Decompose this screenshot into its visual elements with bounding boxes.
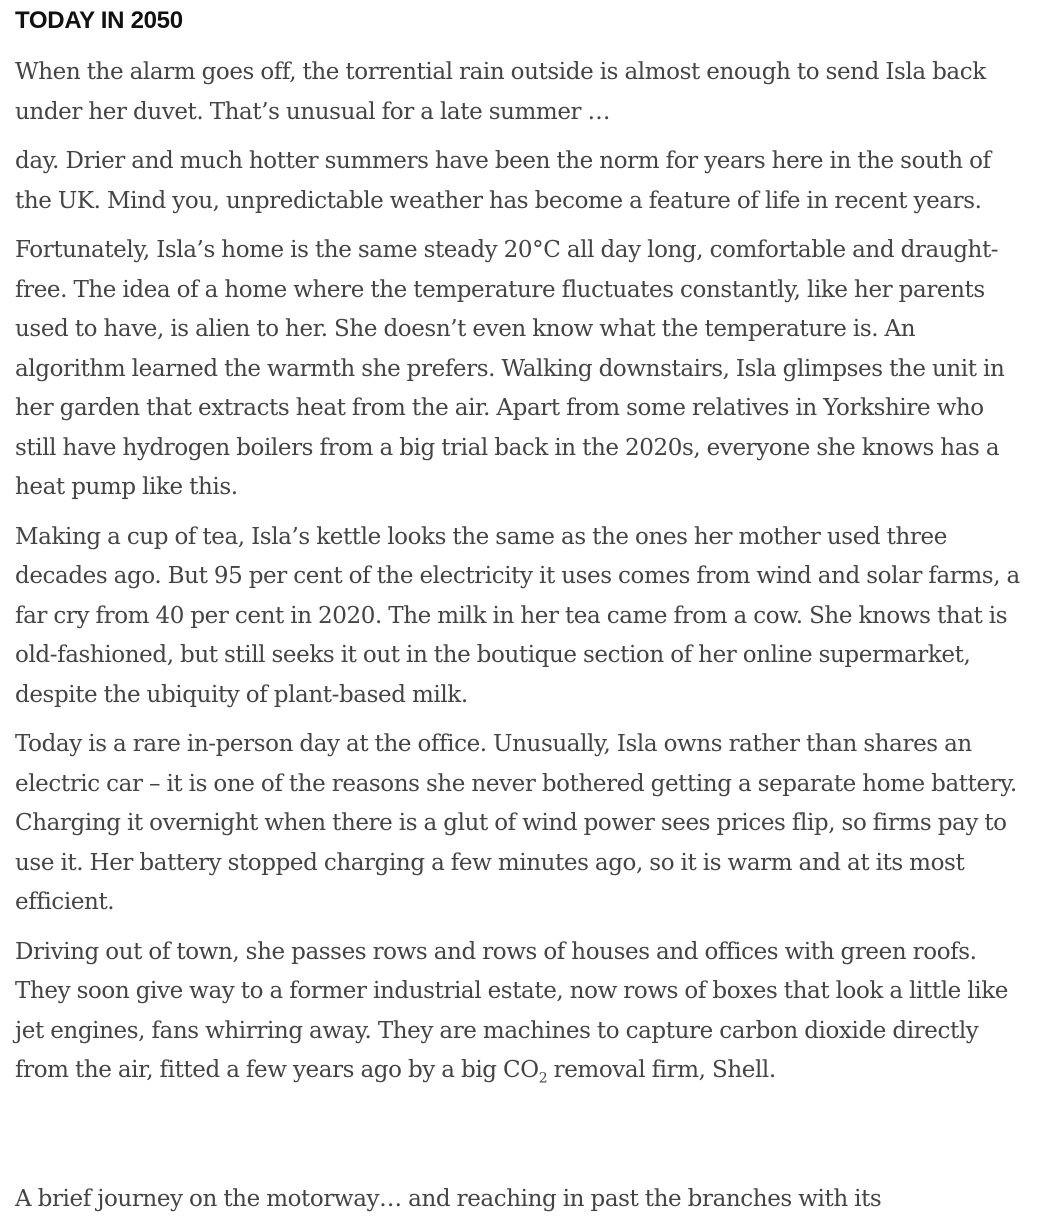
paragraph-home-temperature: Fortunately, Isla’s home is the same steady 20°C all day long, comfortable and draught-free. The idea of a home where the temperature fluctuates constantly, like her parents used to have, is alien to her. She doesn’t even know what the temperature is. An algorithm learned the warmth she prefers. Walking downstairs, Isla glimpses the unit in her garden that extracts heat from the air. Apart from some relatives in Yorkshire who still have hydrogen boilers from a big trial back in the 2020s, everyone she knows has a heat pump like this. [15, 237, 1005, 500]
article-heading: TODAY IN 2050 [15, 7, 183, 34]
paragraph-carbon-capture [15, 933, 1025, 1091]
carbon-capture-text-before: Driving out of town, she passes rows and rows of houses and offices with green roofs. They soon give way to a former industrial estate, now rows of boxes that look a little like jet engines, fans whirring away. They are machines to capture carbon dioxide directly from the air, fitted a few years ago by a big CO [15, 938, 1008, 1083]
cut-off-text-line: A brief journey on the motorway… and reaching in past the branches with its [15, 1186, 882, 1212]
paragraph-alarm: When the alarm goes off, the torrential rain outside is almost enough to send Isla back under her duvet. That’s unusual for a late summer … [15, 59, 986, 125]
paragraph-summer: day. Drier and much hotter summers have been the norm for years here in the south of the UK. Mind you, unpredictable weather has become a feature of life in recent years. [15, 148, 991, 214]
article [15, 0, 1025, 1101]
paragraph-tea: Making a cup of tea, Isla’s kettle looks the same as the ones her mother used three decades ago. But 95 per cent of the electricity it uses comes from wind and solar farms, a far cry from 40 per cent in 2020. The milk in her tea came from a cow. She knows that is old-fashioned, but still seeks it out in the boutique section of her online supermarket, despite the ubiquity of plant-based milk. [15, 523, 1020, 708]
co2-subscript: 2 [538, 1070, 548, 1087]
carbon-capture-text-after: removal firm, Shell. [547, 1057, 776, 1083]
paragraph-electric-car: Today is a rare in-person day at the office. Unusually, Isla owns rather than shares an electric car – it is one of the reasons she never bothered getting a separate home battery. Charging it overnight when there is a glut of wind power sees prices flip, so firms pay to use it. Her battery stopped charging a few minutes ago, so it is warm and at its most efficient. [15, 731, 1017, 915]
